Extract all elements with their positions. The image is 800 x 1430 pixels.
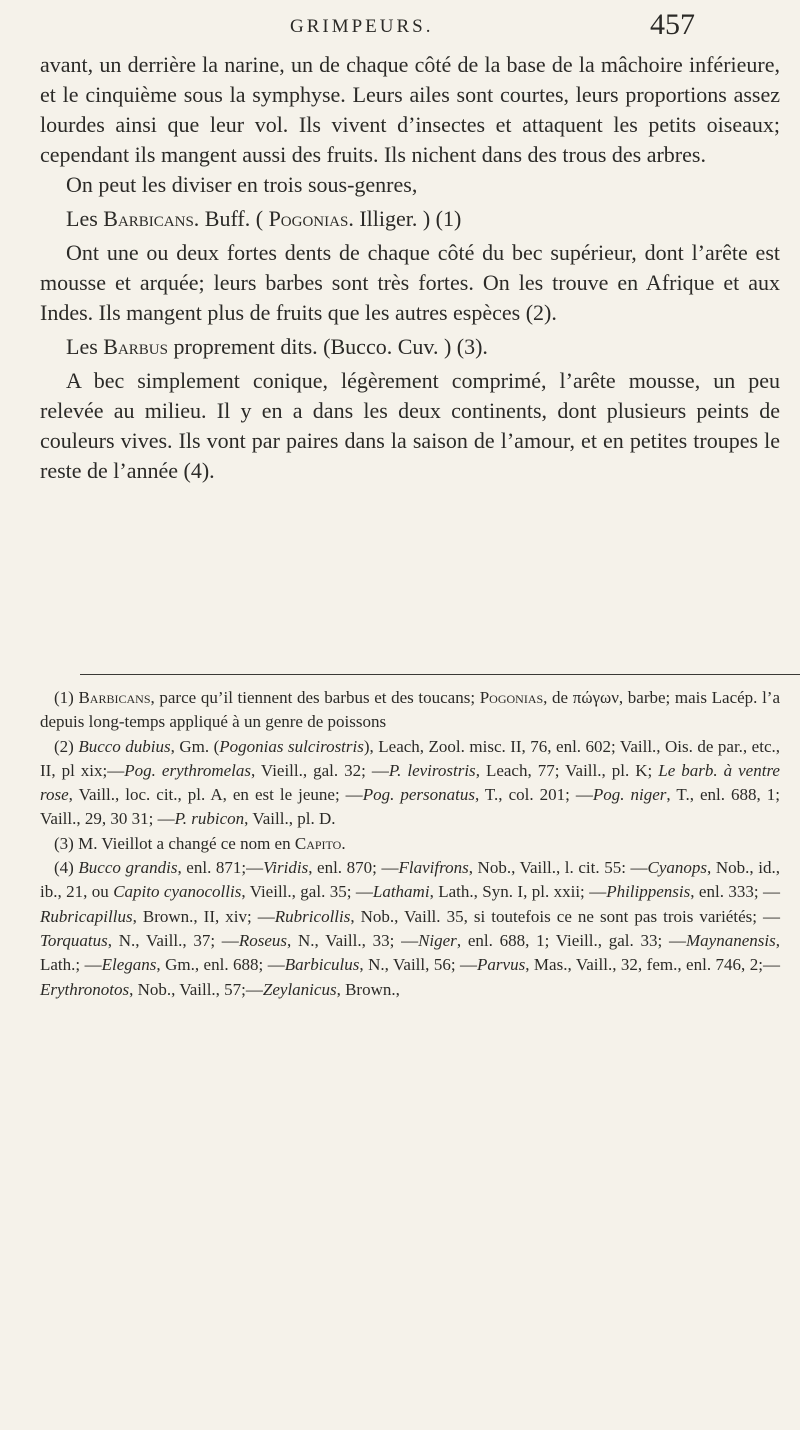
running-head: GRIMPEURS. (290, 16, 434, 37)
subgenus-name: Barbus (103, 334, 168, 359)
footnote-2: (2) Bucco dubius, Gm. (Pogonias sulcirostris), Leach, Zool. misc. II, 76, enl. 602; Vaill., Ois. de par., etc., II, pl xix;—Pog. erythromelas, Vieill., gal. 32; —P. levirostris, Leach, 77; Vaill., pl. K; Le barb. à ventre rose, Vaill., loc. cit., pl. A, en est le jeune; —Pog. personatus, T., col. 201; —Pog. niger, T., enl. 688, 1; Vaill., 29, 30 31; —P. rubicon, Vaill., pl. D. (40, 736, 781, 829)
subgenus-heading-barbus: Les Barbus proprement dits. (Bucco. Cuv. ) (3). (66, 334, 488, 359)
footnote-3: (3) M. Vieillot a changé ce nom en Capito. (54, 833, 346, 853)
footnotes (40, 686, 780, 1002)
paragraph-barbus: A bec simplement conique, légèrement comprimé, l’arête mousse, un peu relevée au milieu. Il y en a dans les deux continents, dont plusieurs peints de couleurs vives. Ils vont par paires dans la saison de l’amour, et en petites troupes le reste de l’année (4). (40, 368, 780, 483)
paragraph-continuation: avant, un derrière la narine, un de chaque côté de la base de la mâchoire inférieure, et le cinquième sous la symphyse. Leurs ailes sont courtes, leurs proportions assez lourdes ainsi que leur vol. Ils vivent d’insectes et attaquent les petits oiseaux; cependant ils mangent aussi des fruits. Ils nichent dans des trous des arbres. (40, 52, 780, 167)
page-number: 457 (650, 8, 695, 41)
page-header (0, 6, 800, 46)
footnote-4: (4) Bucco grandis, enl. 871;—Viridis, enl. 870; —Flavifrons, Nob., Vaill., l. cit. 55: —Cyanops, Nob., id., ib., 21, ou Capito cyanocollis, Vieill., gal. 35; —Lathami, Lath., Syn. I, pl. xxii; —Philippensis, enl. 333; —Rubricapillus, Brown., II, xiv; —Rubricollis, Nob., Vaill. 35, si toutefois ce ne sont pas trois variétés; —Torquatus, N., Vaill., 37; —Roseus, N., Vaill., 33; —Niger, enl. 688, 1; Vieill., gal. 33; —Maynanensis, Lath.; —Elegans, Gm., enl. 688; —Barbiculus, N., Vaill, 56; —Parvus, Mas., Vaill., 32, fem., enl. 746, 2;—Erythronotos, Nob., Vaill., 57;—Zeylanicus, Brown., (40, 858, 780, 999)
greek-word: πώγων (572, 688, 619, 707)
subgenus-heading-barbicans: Les Barbicans. Buff. ( Pogonias. Illiger. ) (1) (66, 206, 462, 231)
paragraph-barbicans: Ont une ou deux fortes dents de chaque côté du bec supérieur, dont l’arête est mousse et arquée; leurs barbes sont très fortes. On les trouve en Afrique et aux Indes. Ils mangent plus de fruits que les autres espèces (2). (40, 240, 780, 325)
footnote-1: (1) Barbicans, parce qu’il tiennent des barbus et des toucans; Pogonias, de πώγων, barbe; mais Lacép. l’a depuis long-temps appliqué à un genre de poissons (40, 688, 780, 732)
latin-name: Pogonias (268, 206, 349, 231)
subgenus-name: Barbicans (103, 206, 194, 231)
main-text (40, 50, 780, 486)
paragraph-subgenera-intro: On peut les diviser en trois sous-genres, (66, 172, 418, 197)
latin-name: Bucco (330, 334, 387, 359)
footnote-divider (80, 674, 800, 675)
